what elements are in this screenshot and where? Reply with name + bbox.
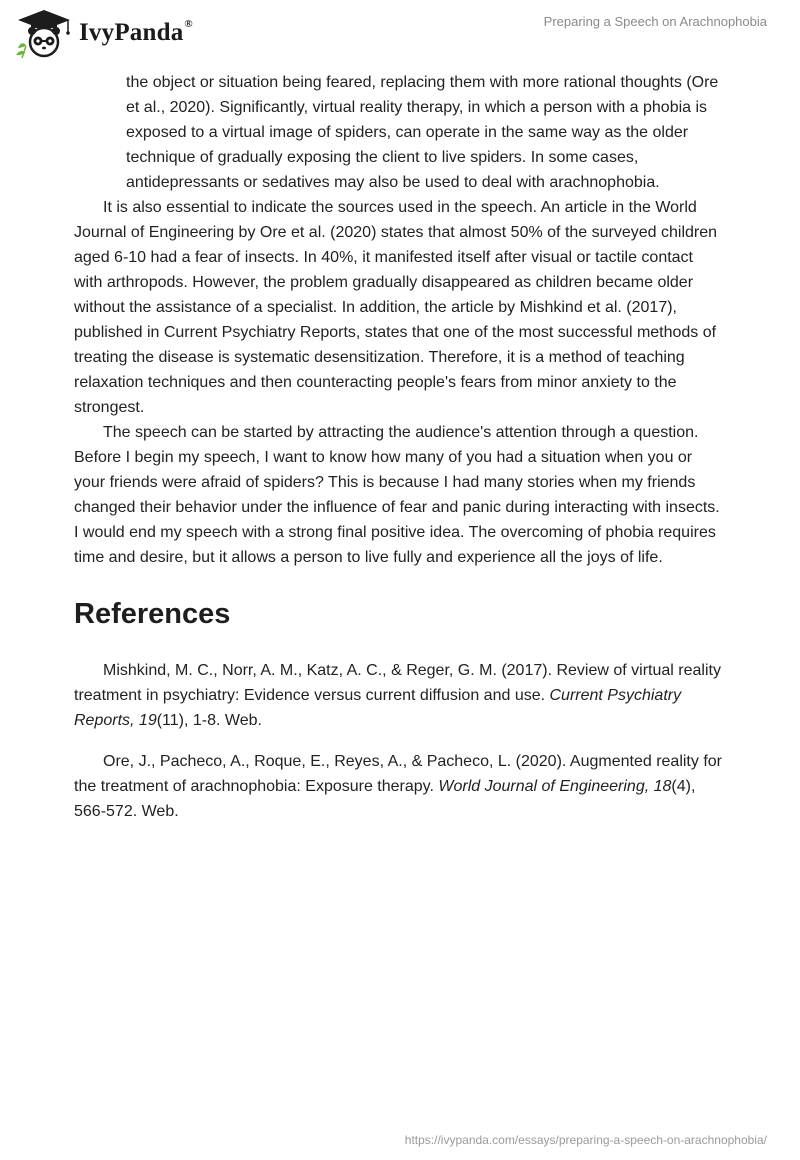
reference-journal: Current Psychiatry Reports, 19 bbox=[74, 687, 682, 729]
reference-authors-title: Mishkind, M. C., Norr, A. M., Katz, A. C., & Reger, G. M. (2017). Review of virtual reality treatment in psychiatry: Evidence versus current diffusion and use. bbox=[74, 662, 721, 704]
body-paragraph: It is also essential to indicate the sources used in the speech. An article in the World Journal of Engineering by Ore et al. (2020) states that almost 50% of the surveyed children aged 6-10 had a fear of insects. In 40%, it manifested itself after visual or tactile contact with arthropods. However, the problem gradually disappeared as children became older without the assistance of a specialist. In addition, the article by Mishkind et al. (2017), published in Current Psychiatry Reports, states that one of the most successful methods of treating the disease is systematic desensitization. Therefore, it is a method of teaching relaxation techniques and then counteracting people's fears from minor anxiety to the strongest. bbox=[74, 199, 718, 416]
page-header bbox=[0, 0, 800, 64]
indented-block: the object or situation being feared, replacing them with more rational thoughts (Ore et al., 2020). Significantly, virtual reality therapy, in which a person with a phobia is exposed to a virtual image of spiders, can operate in the same way as the older technique of gradually exposing the client to live spiders. In some cases, antidepressants or sedatives may also be used to deal with arachnophobia. bbox=[126, 74, 719, 191]
source-url[interactable]: https://ivypanda.com/essays/preparing-a-speech-on-arachnophobia/ bbox=[404, 1133, 767, 1147]
references-heading: References bbox=[74, 598, 231, 630]
panda-graduate-icon[interactable] bbox=[14, 8, 74, 60]
reference-entry bbox=[74, 749, 724, 824]
essay-content bbox=[74, 70, 724, 824]
reference-entry bbox=[74, 658, 724, 733]
brand-name[interactable]: IvyPanda® bbox=[79, 17, 193, 46]
reference-journal: World Journal of Engineering, 18 bbox=[438, 778, 672, 795]
reference-authors-title: Ore, J., Pacheco, A., Roque, E., Reyes, A., & Pacheco, L. (2020). Augmented reality for the treatment of arachnophobia: Exposure therapy. bbox=[74, 753, 722, 795]
running-title: Preparing a Speech on Arachnophobia bbox=[543, 14, 767, 29]
reference-issue-pages: (11), 1-8. Web. bbox=[156, 712, 262, 729]
reference-issue-pages: (4), 566-572. Web. bbox=[74, 778, 696, 820]
registered-mark: ® bbox=[184, 17, 193, 30]
body-paragraph: The speech can be started by attracting the audience's attention through a question. Before I begin my speech, I want to know how many of you had a situation when you or your friends were afraid of spiders? This is because I had many stories when my friends changed their behavior under the influence of fear and panic during interacting with insects. I would end my speech with a strong final positive idea. The overcoming of phobia requires time and desire, but it allows a person to live fully and experience all the joys of life. bbox=[74, 424, 720, 566]
